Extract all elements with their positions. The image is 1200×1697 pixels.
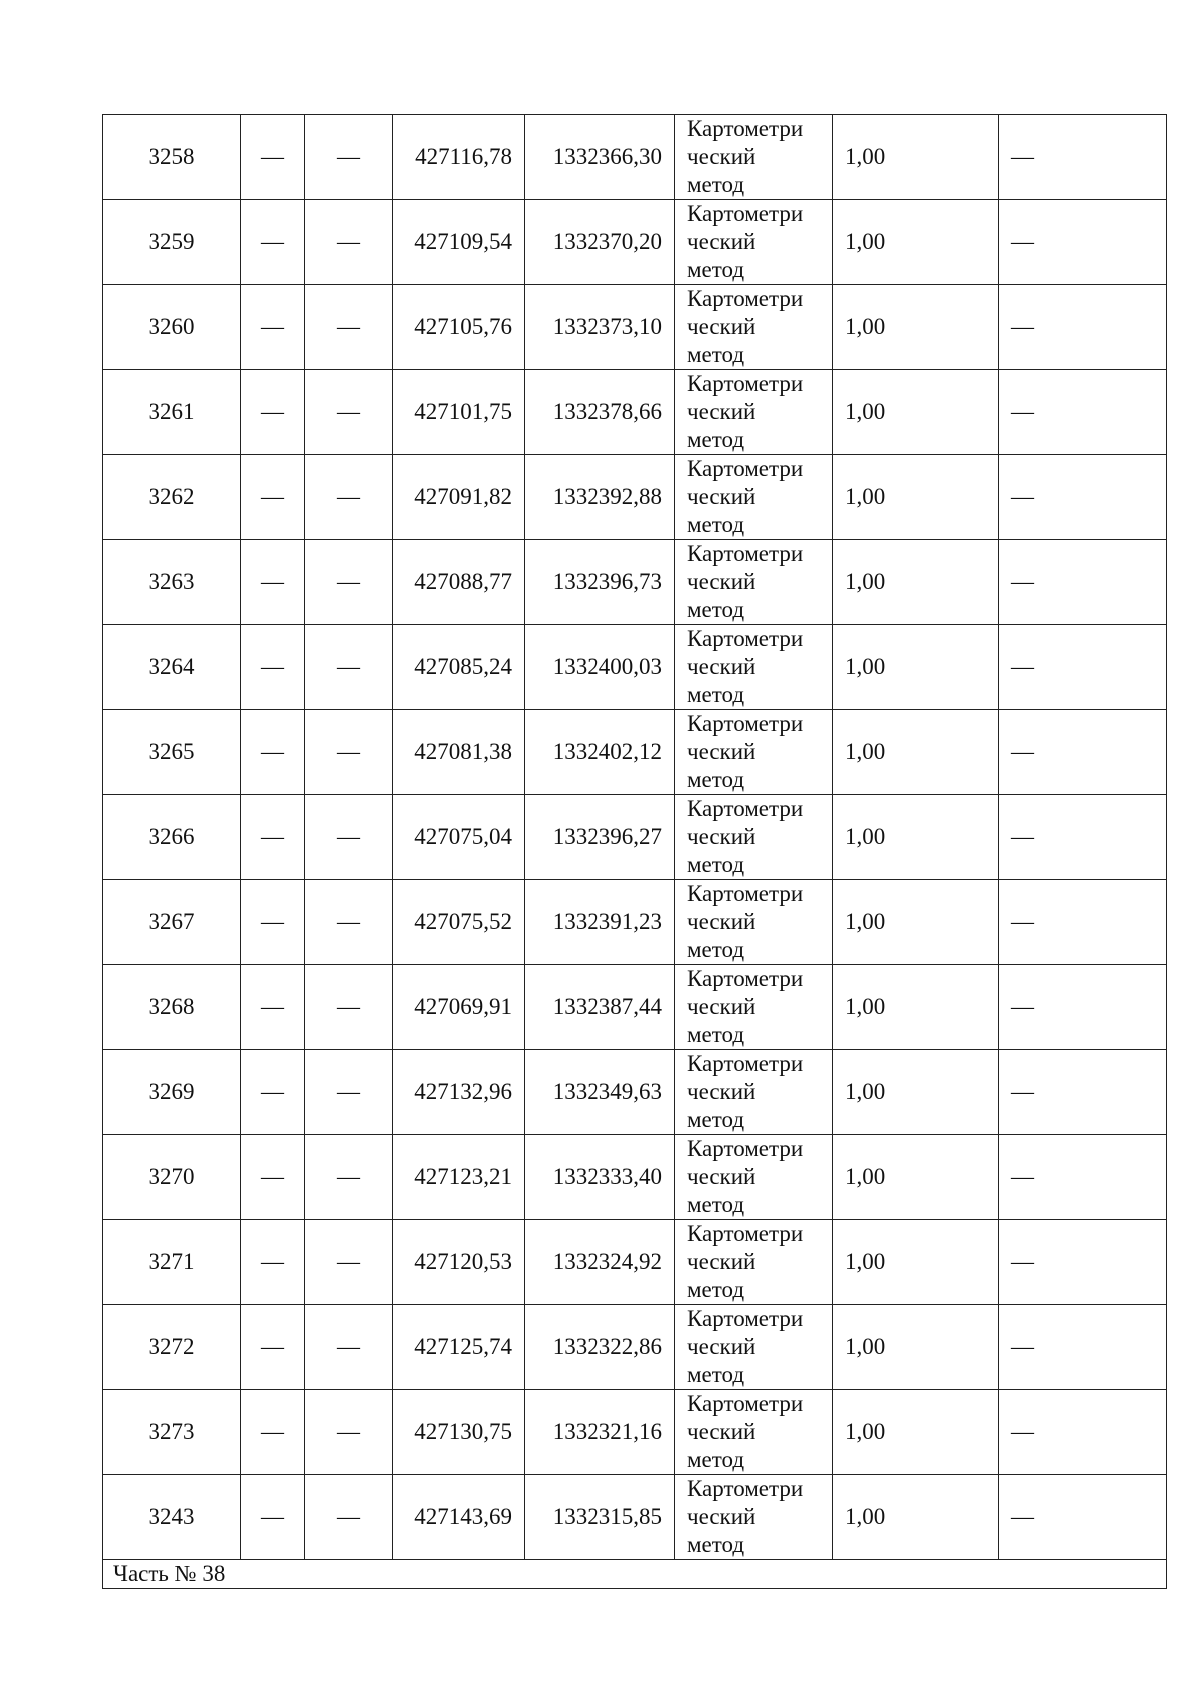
empty-cell-last: — [999,200,1167,285]
method-cell [675,1305,833,1390]
x-coordinate-cell: 427075,52 [393,880,525,965]
method-text-line: Картометри [687,1391,804,1416]
empty-cell-3: — [305,965,393,1050]
accuracy-cell: 1,00 [833,880,999,965]
method-text-line: метод [687,852,745,877]
method-text-line: метод [687,342,745,367]
empty-cell-last: — [999,540,1167,625]
method-text-line: Картометри [687,711,804,736]
point-number-cell: 3259 [103,200,241,285]
point-number-cell: 3262 [103,455,241,540]
empty-cell-3: — [305,1050,393,1135]
y-coordinate-cell: 1332324,92 [525,1220,675,1305]
point-number-cell: 3265 [103,710,241,795]
empty-cell-last: — [999,880,1167,965]
method-text-line: метод [687,1192,745,1217]
method-text-line: ческий [687,739,756,764]
x-coordinate-cell: 427132,96 [393,1050,525,1135]
method-text-line: метод [687,937,745,962]
accuracy-cell: 1,00 [833,540,999,625]
empty-cell-last: — [999,1475,1167,1560]
method-text-line: ческий [687,314,756,339]
method-text-line: ческий [687,909,756,934]
method-text-line: метод [687,1277,745,1302]
accuracy-cell: 1,00 [833,625,999,710]
empty-cell-last: — [999,370,1167,455]
method-text-line: метод [687,1447,745,1472]
point-number-cell: 3261 [103,370,241,455]
x-coordinate-cell: 427120,53 [393,1220,525,1305]
table-row [103,1305,1167,1390]
method-cell [675,795,833,880]
coordinates-table [102,114,1167,1589]
y-coordinate-cell: 1332387,44 [525,965,675,1050]
method-cell [675,710,833,795]
method-text-line: ческий [687,1164,756,1189]
accuracy-cell: 1,00 [833,965,999,1050]
point-number-cell: 3271 [103,1220,241,1305]
y-coordinate-cell: 1332378,66 [525,370,675,455]
method-text-line: Картометри [687,286,804,311]
point-number-cell: 3260 [103,285,241,370]
empty-cell-2: — [241,1220,305,1305]
empty-cell-3: — [305,625,393,710]
method-text-line: Картометри [687,1476,804,1501]
method-text-line: Картометри [687,201,804,226]
method-cell [675,1135,833,1220]
table-row [103,1390,1167,1475]
method-text-line: метод [687,1107,745,1132]
y-coordinate-cell: 1332402,12 [525,710,675,795]
x-coordinate-cell: 427081,38 [393,710,525,795]
accuracy-cell: 1,00 [833,1475,999,1560]
y-coordinate-cell: 1332321,16 [525,1390,675,1475]
point-number-cell: 3269 [103,1050,241,1135]
method-cell [675,1220,833,1305]
point-number-cell: 3270 [103,1135,241,1220]
table-row [103,455,1167,540]
method-cell [675,540,833,625]
table-row [103,880,1167,965]
method-text-line: метод [687,257,745,282]
method-cell [675,285,833,370]
empty-cell-2: — [241,965,305,1050]
method-text-line: ческий [687,1334,756,1359]
accuracy-cell: 1,00 [833,795,999,880]
empty-cell-3: — [305,710,393,795]
y-coordinate-cell: 1332396,73 [525,540,675,625]
table-row [103,370,1167,455]
empty-cell-last: — [999,1220,1167,1305]
y-coordinate-cell: 1332396,27 [525,795,675,880]
table-row [103,795,1167,880]
y-coordinate-cell: 1332370,20 [525,200,675,285]
x-coordinate-cell: 427091,82 [393,455,525,540]
point-number-cell: 3264 [103,625,241,710]
x-coordinate-cell: 427143,69 [393,1475,525,1560]
point-number-cell: 3267 [103,880,241,965]
table-row [103,965,1167,1050]
method-text-line: метод [687,172,745,197]
x-coordinate-cell: 427088,77 [393,540,525,625]
empty-cell-2: — [241,880,305,965]
empty-cell-2: — [241,625,305,710]
empty-cell-last: — [999,455,1167,540]
method-cell [675,200,833,285]
y-coordinate-cell: 1332373,10 [525,285,675,370]
table-row [103,1050,1167,1135]
method-text-line: метод [687,427,745,452]
empty-cell-last: — [999,1135,1167,1220]
empty-cell-3: — [305,880,393,965]
method-text-line: ческий [687,1504,756,1529]
empty-cell-2: — [241,540,305,625]
method-text-line: ческий [687,824,756,849]
empty-cell-2: — [241,795,305,880]
table-row [103,115,1167,200]
method-text-line: ческий [687,654,756,679]
empty-cell-3: — [305,285,393,370]
empty-cell-last: — [999,1305,1167,1390]
point-number-cell: 3268 [103,965,241,1050]
method-text-line: Картометри [687,966,804,991]
empty-cell-2: — [241,1050,305,1135]
empty-cell-3: — [305,1390,393,1475]
empty-cell-last: — [999,965,1167,1050]
empty-cell-3: — [305,200,393,285]
method-text-line: ческий [687,1249,756,1274]
method-cell [675,880,833,965]
empty-cell-2: — [241,285,305,370]
table-row [103,200,1167,285]
empty-cell-3: — [305,795,393,880]
table-row [103,1475,1167,1560]
empty-cell-2: — [241,1390,305,1475]
method-text-line: ческий [687,1079,756,1104]
method-cell [675,1475,833,1560]
method-text-line: метод [687,1022,745,1047]
empty-cell-3: — [305,455,393,540]
table-row [103,285,1167,370]
accuracy-cell: 1,00 [833,1050,999,1135]
empty-cell-last: — [999,625,1167,710]
method-text-line: Картометри [687,881,804,906]
empty-cell-2: — [241,710,305,795]
y-coordinate-cell: 1332349,63 [525,1050,675,1135]
empty-cell-3: — [305,370,393,455]
y-coordinate-cell: 1332315,85 [525,1475,675,1560]
empty-cell-last: — [999,285,1167,370]
x-coordinate-cell: 427123,21 [393,1135,525,1220]
x-coordinate-cell: 427069,91 [393,965,525,1050]
empty-cell-3: — [305,540,393,625]
point-number-cell: 3273 [103,1390,241,1475]
empty-cell-last: — [999,795,1167,880]
y-coordinate-cell: 1332322,86 [525,1305,675,1390]
empty-cell-2: — [241,1305,305,1390]
method-text-line: Картометри [687,796,804,821]
accuracy-cell: 1,00 [833,1305,999,1390]
method-text-line: Картометри [687,626,804,651]
part-label: Часть № 38 [103,1560,1167,1589]
point-number-cell: 3243 [103,1475,241,1560]
accuracy-cell: 1,00 [833,1220,999,1305]
table-row [103,540,1167,625]
empty-cell-2: — [241,115,305,200]
point-number-cell: 3272 [103,1305,241,1390]
empty-cell-3: — [305,1220,393,1305]
empty-cell-3: — [305,115,393,200]
point-number-cell: 3266 [103,795,241,880]
method-text-line: метод [687,597,745,622]
y-coordinate-cell: 1332391,23 [525,880,675,965]
x-coordinate-cell: 427109,54 [393,200,525,285]
y-coordinate-cell: 1332400,03 [525,625,675,710]
y-coordinate-cell: 1332392,88 [525,455,675,540]
point-number-cell: 3258 [103,115,241,200]
empty-cell-last: — [999,115,1167,200]
method-cell [675,1050,833,1135]
method-text-line: ческий [687,1419,756,1444]
method-text-line: ческий [687,484,756,509]
x-coordinate-cell: 427125,74 [393,1305,525,1390]
method-text-line: метод [687,767,745,792]
empty-cell-3: — [305,1305,393,1390]
x-coordinate-cell: 427075,04 [393,795,525,880]
method-text-line: Картометри [687,1136,804,1161]
accuracy-cell: 1,00 [833,115,999,200]
method-text-line: Картометри [687,1051,804,1076]
method-text-line: Картометри [687,456,804,481]
method-text-line: ческий [687,994,756,1019]
method-text-line: Картометри [687,541,804,566]
method-text-line: метод [687,682,745,707]
method-cell [675,455,833,540]
accuracy-cell: 1,00 [833,285,999,370]
empty-cell-3: — [305,1475,393,1560]
empty-cell-2: — [241,455,305,540]
method-text-line: метод [687,1532,745,1557]
method-cell [675,115,833,200]
x-coordinate-cell: 427105,76 [393,285,525,370]
accuracy-cell: 1,00 [833,1135,999,1220]
empty-cell-3: — [305,1135,393,1220]
part-footer-row [103,1560,1167,1589]
point-number-cell: 3263 [103,540,241,625]
table-body [103,115,1167,1589]
method-text-line: Картометри [687,1221,804,1246]
method-text-line: Картометри [687,116,804,141]
table-row [103,625,1167,710]
x-coordinate-cell: 427085,24 [393,625,525,710]
method-cell [675,965,833,1050]
empty-cell-last: — [999,710,1167,795]
method-cell [675,1390,833,1475]
x-coordinate-cell: 427116,78 [393,115,525,200]
accuracy-cell: 1,00 [833,200,999,285]
empty-cell-2: — [241,200,305,285]
method-text-line: метод [687,1362,745,1387]
table-row [103,710,1167,795]
method-text-line: Картометри [687,1306,804,1331]
accuracy-cell: 1,00 [833,455,999,540]
accuracy-cell: 1,00 [833,710,999,795]
method-text-line: ческий [687,399,756,424]
method-text-line: ческий [687,569,756,594]
empty-cell-last: — [999,1390,1167,1475]
method-text-line: Картометри [687,371,804,396]
empty-cell-last: — [999,1050,1167,1135]
empty-cell-2: — [241,1475,305,1560]
method-text-line: ческий [687,144,756,169]
table-row [103,1135,1167,1220]
method-text-line: ческий [687,229,756,254]
table-row [103,1220,1167,1305]
method-cell [675,370,833,455]
empty-cell-2: — [241,1135,305,1220]
y-coordinate-cell: 1332333,40 [525,1135,675,1220]
x-coordinate-cell: 427130,75 [393,1390,525,1475]
empty-cell-2: — [241,370,305,455]
y-coordinate-cell: 1332366,30 [525,115,675,200]
accuracy-cell: 1,00 [833,370,999,455]
method-cell [675,625,833,710]
x-coordinate-cell: 427101,75 [393,370,525,455]
accuracy-cell: 1,00 [833,1390,999,1475]
method-text-line: метод [687,512,745,537]
